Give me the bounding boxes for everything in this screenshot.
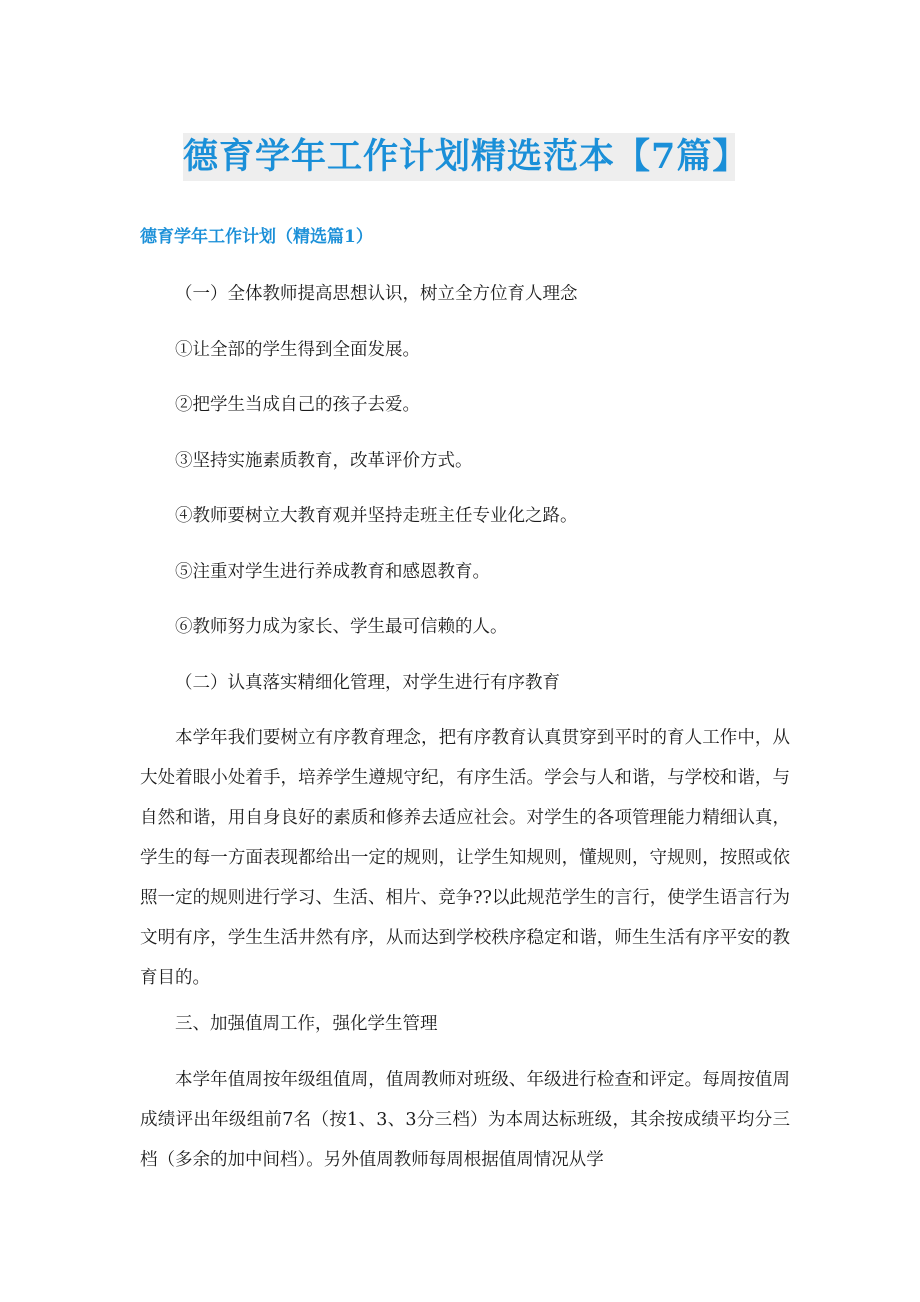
list-item: ②把学生当成自己的孩子去爱。 [175, 395, 420, 415]
list-item: ⑥教师努力成为家长、学生最可信赖的人。 [175, 617, 508, 637]
list-item: ①让全部的学生得到全面发展。 [175, 340, 420, 360]
paragraph-2: 本学年值周按年级组值周，值周教师对班级、年级进行检查和评定。每周按值周成绩评出年级组前7名（按1、3、3分三档）为本周达标班级，其余按成绩平均分三档（多余的加中间档）。另外值周教师每周根据值周情况从学 [140, 1070, 790, 1170]
section-heading: 德育学年工作计划（精选篇1） [140, 227, 373, 247]
subheading-3: 三、加强值周工作，强化学生管理 [175, 1014, 438, 1034]
subheading-2: （二）认真落实精细化管理，对学生进行有序教育 [175, 673, 560, 693]
document-title: 德育学年工作计划精选范本【7篇】 [183, 136, 749, 177]
subheading-1: （一）全体教师提高思想认识，树立全方位育人理念 [175, 284, 578, 304]
list-item: ⑤注重对学生进行养成教育和感恩教育。 [175, 562, 490, 582]
list-item: ④教师要树立大教育观并坚持走班主任专业化之路。 [175, 506, 578, 526]
paragraph-1: 本学年我们要树立有序教育理念，把有序教育认真贯穿到平时的育人工作中，从大处着眼小处着手，培养学生遵规守纪，有序生活。学会与人和谐，与学校和谐，与自然和谐，用自身良好的素质和修养去适应社会。对学生的各项管理能力精细认真，学生的每一方面表现都给出一定的规则，让学生知规则，懂规则，守规则，按照或依照一定的规则进行学习、生活、相片、竞争??以此规范学生的言行，使学生语言行为文明有序，学生生活井然有序，从而达到学校秩序稳定和谐，师生生活有序平安的教育目的。 [140, 728, 790, 988]
title-highlight [183, 133, 749, 181]
list-item: ③坚持实施素质教育，改革评价方式。 [175, 451, 473, 471]
